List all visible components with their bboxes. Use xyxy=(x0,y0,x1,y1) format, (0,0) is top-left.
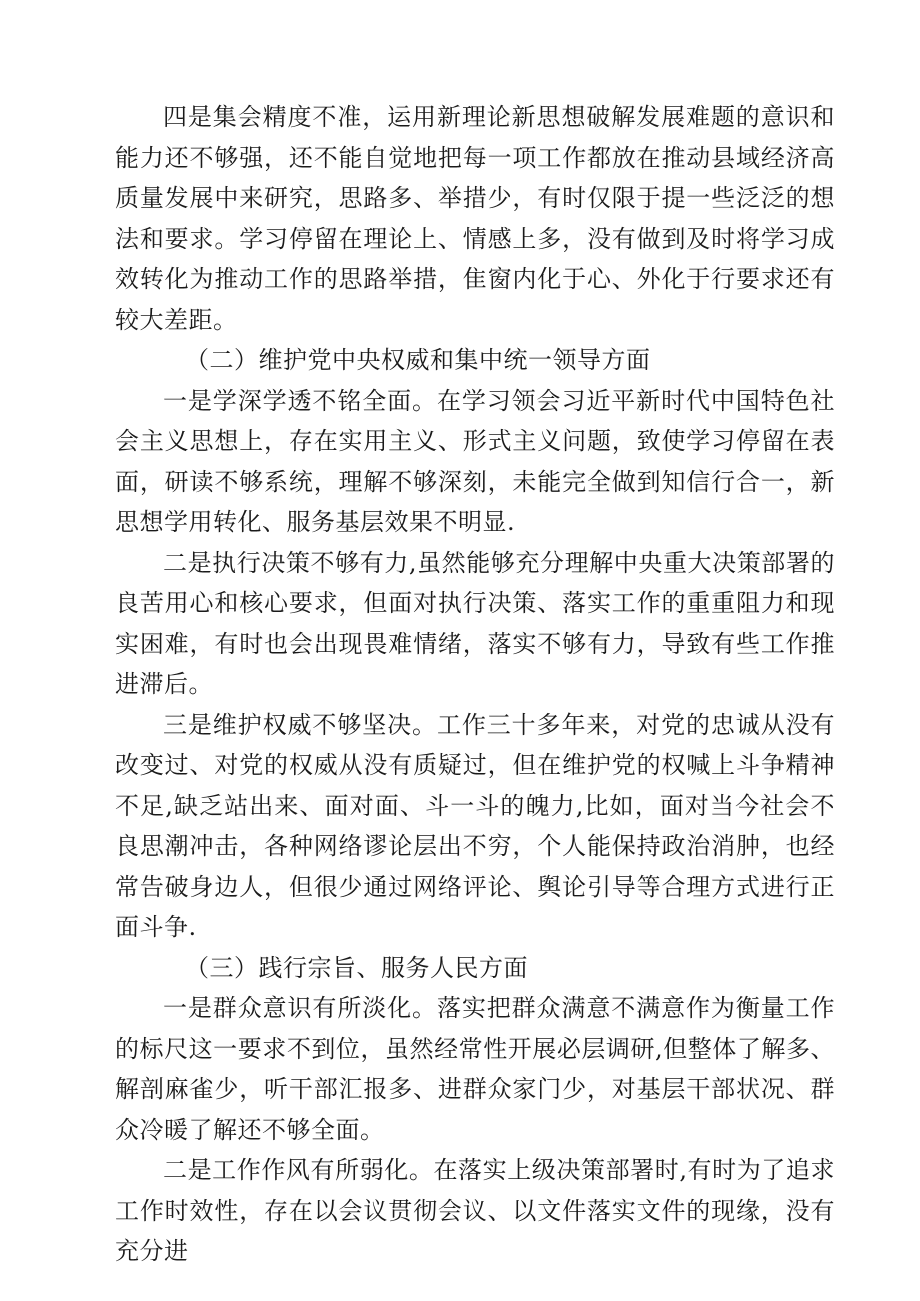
paragraph-point-two-execution: 二是执行决策不够有力,虽然能够充分理解中央重大决策部署的良苦用心和核心要求，但面对执行决策、落实工作的重重阻力和现实困难，有时也会出现畏难情绪，落实不够有力，导致有些工作推进滞后。 xyxy=(115,548,835,698)
section-heading-3: （三）践行宗旨、服务人民方面 xyxy=(185,953,528,982)
section-heading-2: （二）维护党中央权威和集中统一领导方面 xyxy=(185,346,651,374)
document-body xyxy=(115,97,835,1272)
paragraph-point-one-study: 一是学深学透不铭全面。在学习领会习近平新时代中国特色社会主义思想上，存在实用主义、形式主义问题，致使学习停留在表面，研读不够系统，理解不够深刻，未能完全做到知信行合一，新思想学用转化、服务基层效果不明显. xyxy=(115,386,835,536)
paragraph-point-four: 四是集会精度不准，运用新理论新思想破解发展难题的意识和能力还不够强，还不能自觉地把每一项工作都放在推动县域经济高质量发展中来研究，思路多、举措少，有时仅限于提一些泛泛的想法和要求。学习停留在理论上、情感上多，没有做到及时将学习成效转化为推动工作的思路举措，隹窗内化于心、外化于行要求还有较大差距。 xyxy=(115,103,835,334)
paragraph-point-one-masses: 一是群众意识有所淡化。落实把群众满意不满意作为衡量工作的标尺这一要求不到位，虽然经常性开展必层调研,但整体了解多、解剖麻雀少，听干部汇报多、进群众家门少，对基层干部状况、群众冷暖了解还不够全面。 xyxy=(115,994,835,1144)
paragraph-point-two-workstyle: 二是工作作风有所弱化。在落实上级决策部署时,有时为了追求工作时效性，存在以会议贯彻会议、以文件落实文件的现缘，没有充分进 xyxy=(115,1156,835,1265)
paragraph-point-three-authority: 三是维护权威不够坚决。工作三十多年来，对党的忠诚从没有改变过、对党的权威从没有质疑过，但在维护党的权喊上斗争精神不足,缺乏站出来、面对面、斗一斗的魄力,比如，面对当今社会不良思潮冲击，各种网络谬论层出不穷，个人能保持政治消肿，也经常告破身边人，但很少通过网络评论、舆论引导等合理方式进行正面斗争. xyxy=(115,710,835,941)
